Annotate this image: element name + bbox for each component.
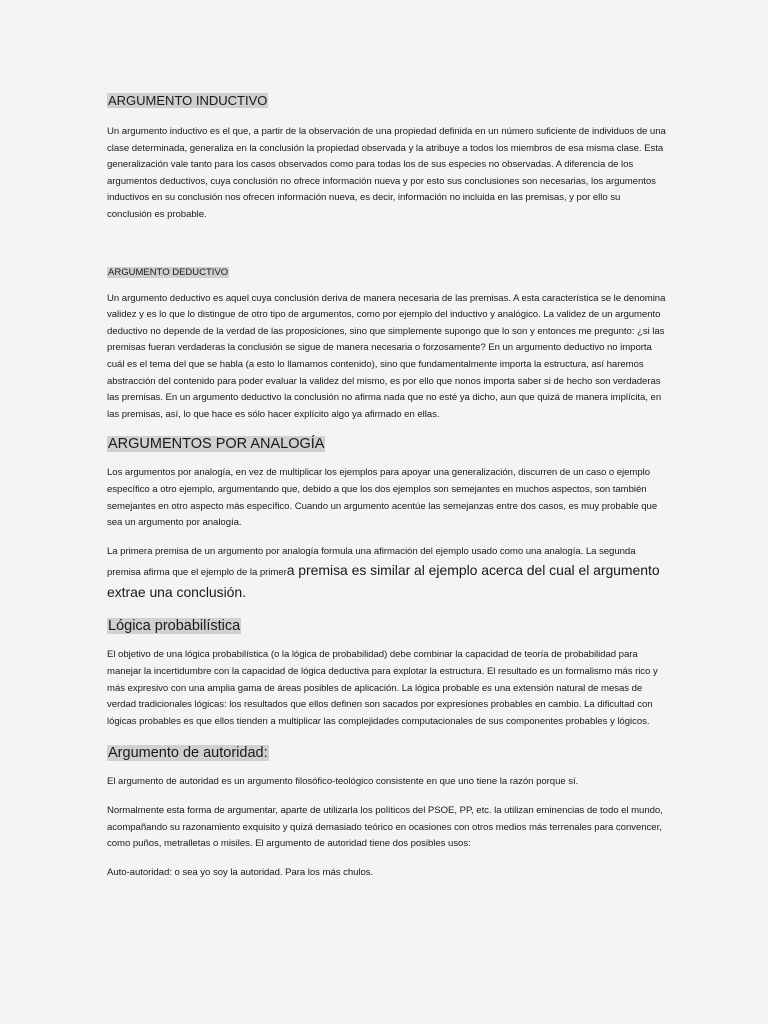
section-logica-probabilistica (107, 617, 667, 730)
paragraph-autoridad-3: Auto-autoridad: o sea yo soy la autoridad. Para los más chulos. (107, 866, 374, 878)
document-body (107, 92, 667, 881)
section-argumentos-por-analogia (107, 435, 667, 603)
paragraph-analogia-1: Los argumentos por analogía, en vez de multiplicar los ejemplos para apoyar una generalización, discurren de un caso o ejemplo específico a otro ejemplo, argumentando que, debido a que los dos ejemplos son semejantes en muchos aspectos, son también semejantes en otro aspecto más específico. Cuando un argumento acentúe las semejanzas entre dos casos, es muy probable que sea un argumento por analogía. (107, 467, 658, 529)
paragraph-deductivo: Un argumento deductivo es aquel cuya conclusión deriva de manera necesaria de las premisas. A esta característica se le denomina validez y es lo que lo distingue de otro tipo de argumentos, como por ejemplo del inductivo y analógico. La validez de un argumento deductivo no depende de la verdad de las proposiciones, sino que simplemente supongo que lo son y entonces me pregunto: ¿si las premisas fueran verdaderas la conclusión se sigue de manera necesaria o forzosamente? En un argumento deductivo no importa cuál es el tema del que se habla (a esto lo llamamos contenido), sino que fundamentalmente importa la estructura, así haremos abstracción del contenido para poder evaluar la validez del mismo, es por ello que nonos importa saber si de hecho son verdaderas las premisas. En un argumento deductivo la conclusión no afirma nada que no esté ya dicho, aun que quizá de manera implícita, en las premisas, así, lo que hace es sólo hacer explícito algo ya afirmado en ellas. (107, 292, 666, 420)
section-argumento-deductivo (107, 262, 667, 424)
heading-argumentos-por-analogia: ARGUMENTOS POR ANALOGÍA (108, 436, 325, 453)
paragraph-autoridad-2: Normalmente esta forma de argumentar, aparte de utilizarla los políticos del PSOE, PP, etc. la utilizan eminencias de todo el mundo, acompañando su razonamiento exquisito y quizá demasiado teórico en ocasiones con otros medios más terrenales para convencer, como puños, metralletas o misiles. El argumento de autoridad tiene dos posibles usos: (107, 805, 663, 850)
heading-argumento-de-autoridad: Argumento de autoridad: (108, 745, 268, 762)
paragraph-analogia-2-large: a premisa es similar al ejemplo acerca del cual el argumento extrae una conclusión. (107, 562, 660, 600)
section-argumento-de-autoridad (107, 744, 667, 881)
heading-logica-probabilistica: Lógica probabilística (108, 618, 241, 635)
paragraph-inductivo: Un argumento inductivo es el que, a partir de la observación de una propiedad definida en un número suficiente de individuos de una clase determinada, generaliza en la conclusión la propiedad observada y la atribuye a todos los miembros de esa misma clase. Esta generalización vale tanto para los casos observados como para todas los de sus especies no observadas. A diferencia de los argumentos deductivos, cuya conclusión no ofrece información nueva y por esto sus conclusiones son necesarias, los argumentos inductivos en su conclusión nos ofrecen información nueva, es decir, información no incluida en las premisas, y por ello su conclusión es probable. (107, 126, 666, 220)
section-argumento-inductivo (107, 92, 667, 224)
heading-argumento-deductivo: ARGUMENTO DEDUCTIVO (108, 266, 229, 278)
paragraph-autoridad-1: El argumento de autoridad es un argumento filosófico-teológico consistente en que uno tiene la razón porque sí. (107, 776, 579, 788)
heading-argumento-inductivo: ARGUMENTO INDUCTIVO (108, 93, 268, 108)
paragraph-logica-probabilistica: El objetivo de una lógica probabilística (o la lógica de probabilidad) debe combinar la capacidad de teoría de probabilidad para manejar la incertidumbre con la capacidad de lógica deductiva para explotar la estructura. El resultado es un formalismo más rico y más expresivo con una amplia gama de áreas posibles de aplicación. La lógica probable es una extensión natural de mesas de verdad tradicionales lógicas: los resultados que ellos definen son sacados por expresiones probables en cambio. La dificultad con lógicas probables es que ellos tienden a multiplicar las complejidades computacionales de sus componentes probables y lógicos. (107, 649, 658, 727)
paragraph-analogia-2-small: La primera premisa de un argumento por analogía formula una afirmación del ejemplo usado como una analogía. La segunda premisa afirma que el ejemplo de la primer (107, 545, 636, 579)
paragraph-analogia-2 (107, 544, 667, 604)
